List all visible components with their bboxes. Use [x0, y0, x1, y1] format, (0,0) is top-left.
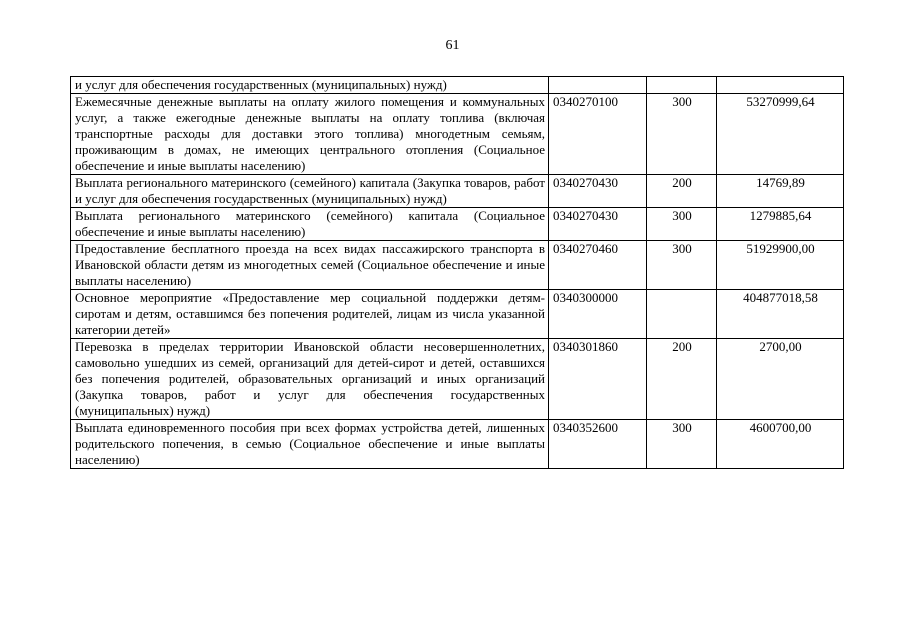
- table-row: [71, 290, 844, 339]
- budget-table: [70, 76, 844, 469]
- row-expense-type: 200: [647, 175, 717, 208]
- row-amount: 404877018,58: [717, 290, 844, 339]
- table-row: [71, 241, 844, 290]
- row-amount: 53270999,64: [717, 94, 844, 175]
- row-expense-type: 300: [647, 94, 717, 175]
- row-expense-type: 200: [647, 339, 717, 420]
- table-row: [71, 339, 844, 420]
- row-expense-type: [647, 77, 717, 94]
- row-target-code: 0340270430: [549, 208, 647, 241]
- table-row: [71, 208, 844, 241]
- row-expense-type: 300: [647, 241, 717, 290]
- row-amount: 14769,89: [717, 175, 844, 208]
- row-expense-type: 300: [647, 208, 717, 241]
- row-target-code: 0340300000: [549, 290, 647, 339]
- row-description: Выплата регионального материнского (семейного) капитала (Закупка товаров, работ и услуг для обеспечения государственных (муниципальных) нужд): [71, 175, 549, 208]
- row-description: Предоставление бесплатного проезда на всех видах пассажирского транспорта в Ивановской области детям из многодетных семей (Социальное обеспечение и иные выплаты населению): [71, 241, 549, 290]
- row-amount: [717, 77, 844, 94]
- table-row: [71, 77, 844, 94]
- row-description: Основное мероприятие «Предоставление мер социальной поддержки детям-сиротам и детям, оставшимся без попечения родителей, лицам из числа указанной категории детей»: [71, 290, 549, 339]
- row-description: и услуг для обеспечения государственных (муниципальных) нужд): [71, 77, 549, 94]
- table-row: [71, 94, 844, 175]
- page-number: 61: [445, 38, 460, 53]
- row-description: Выплата регионального материнского (семейного) капитала (Социальное обеспечение и иные выплаты населению): [71, 208, 549, 241]
- row-target-code: 0340352600: [549, 420, 647, 469]
- table-row: [71, 420, 844, 469]
- row-expense-type: 300: [647, 420, 717, 469]
- row-expense-type: [647, 290, 717, 339]
- row-description: Выплата единовременного пособия при всех формах устройства детей, лишенных родительского попечения, в семью (Социальное обеспечение и иные выплаты населению): [71, 420, 549, 469]
- row-amount: 51929900,00: [717, 241, 844, 290]
- row-target-code: 0340270430: [549, 175, 647, 208]
- row-target-code: 0340270100: [549, 94, 647, 175]
- row-amount: 2700,00: [717, 339, 844, 420]
- row-target-code: 0340270460: [549, 241, 647, 290]
- row-description: Перевозка в пределах территории Ивановской области несовершеннолетних, самовольно ушедших из семей, организаций для детей-сирот и детей, оставшихся без попечения родителей, образовательных организаций и иных организаций (Закупка товаров, работ и услуг для обеспечения государственных (муниципальных) нужд): [71, 339, 549, 420]
- row-amount: 1279885,64: [717, 208, 844, 241]
- row-target-code: 0340301860: [549, 339, 647, 420]
- row-amount: 4600700,00: [717, 420, 844, 469]
- row-target-code: [549, 77, 647, 94]
- row-description: Ежемесячные денежные выплаты на оплату жилого помещения и коммунальных услуг, а также ежегодные денежные выплаты на оплату топлива (включая транспортные расходы для доставки этого топлива) многодетным семьям, проживающим в домах, не имеющих центрального отопления (Социальное обеспечение и иные выплаты населению): [71, 94, 549, 175]
- table-row: [71, 175, 844, 208]
